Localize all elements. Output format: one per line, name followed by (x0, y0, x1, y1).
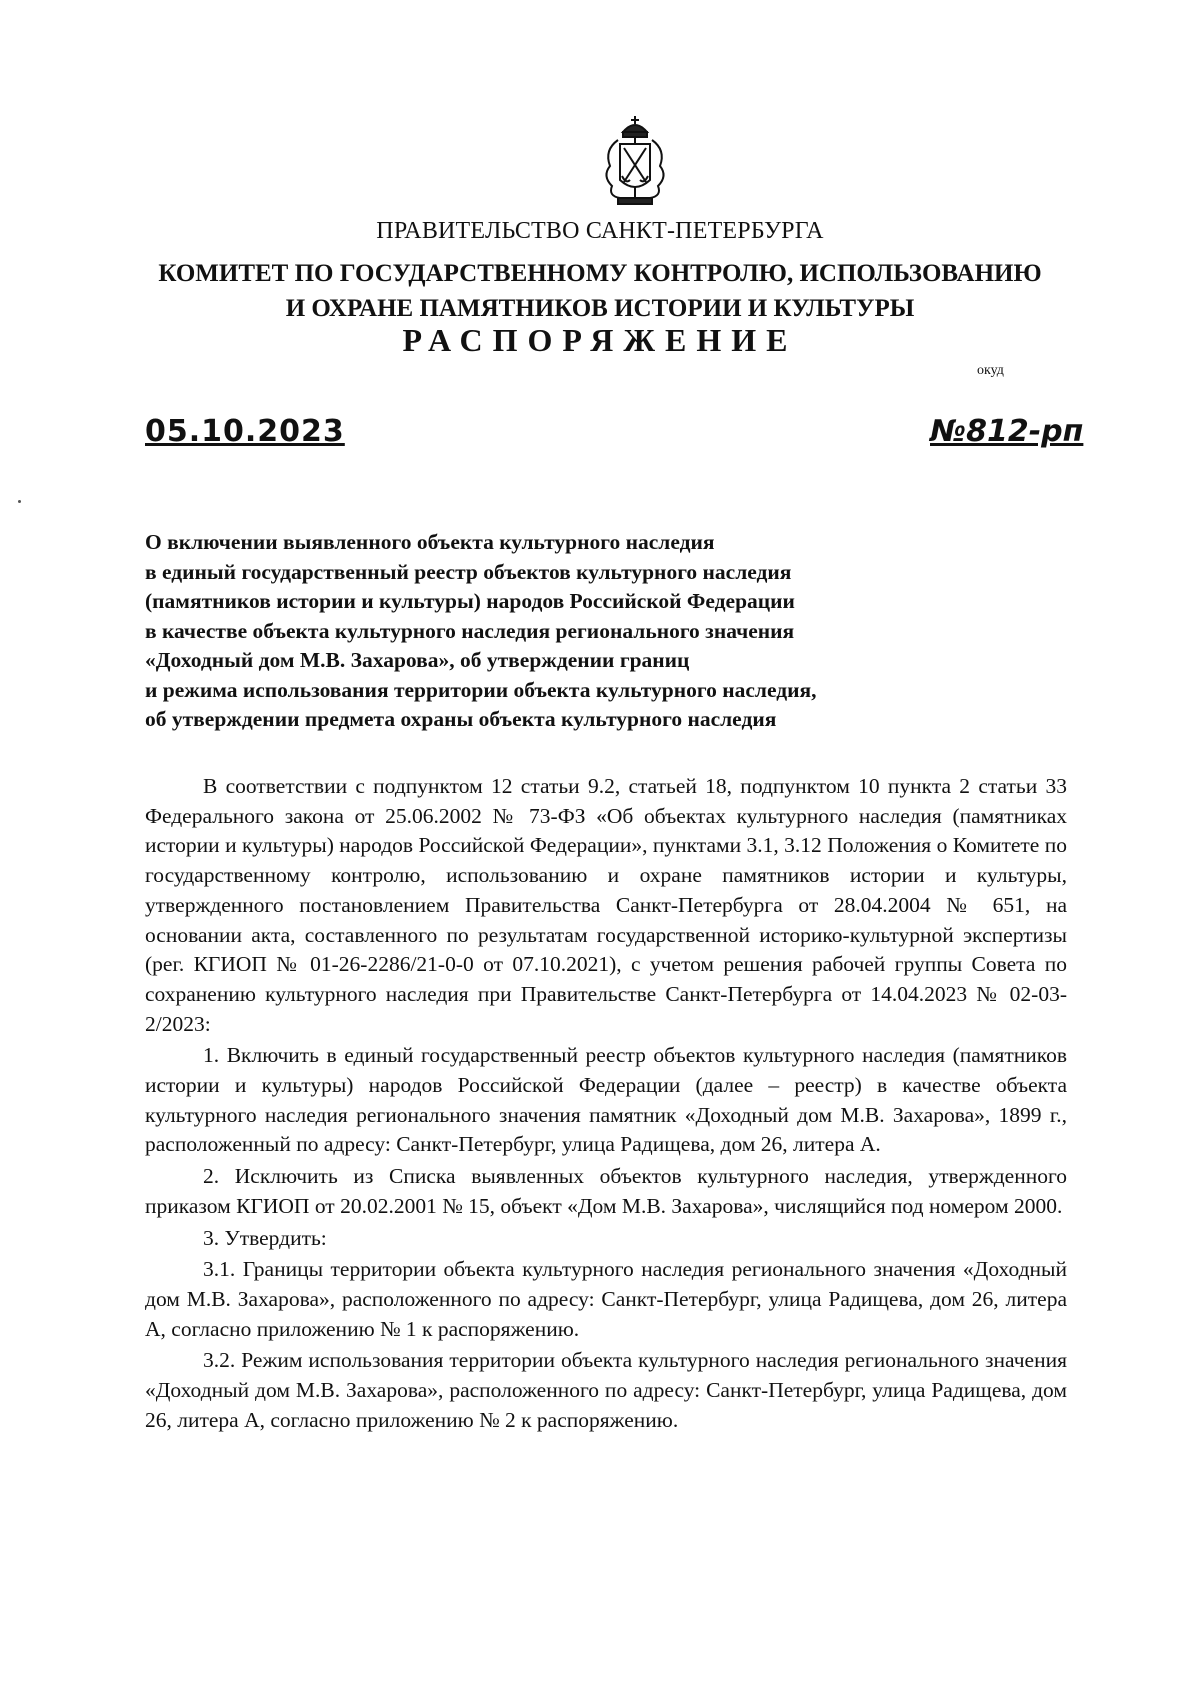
clause-2: 2. Исключить из Списка выявленных объектов культурного наследия, утвержденного приказом КГИОП от 20.02.2001 № 15, объект «Дом М.В. Захарова», числящийся под номером 2000. (145, 1164, 1067, 1218)
subject-line: О включении выявленного объекта культурного наследия (145, 530, 715, 554)
okud-label: окуд (977, 363, 1004, 378)
handwritten-date: 05.10.2023 (145, 414, 345, 449)
clause-3: 3. Утвердить: (203, 1225, 327, 1250)
subject-line: в единый государственный реестр объектов культурного наследия (145, 559, 792, 584)
committee-name (0, 256, 1200, 326)
subject-line: «Доходный дом М.В. Захарова», об утверждении границ (145, 648, 690, 672)
subject-line: об утверждении предмета охраны объекта культурного наследия (145, 707, 777, 731)
clause-3-1: 3.1. Границы территории объекта культурного наследия регионального значения «Доходный дом М.В. Захарова», расположенного по адресу: Санкт-Петербург, улица Радищева, дом 26, литера А, согласно приложению № 1 к распоряжению. (145, 1257, 1067, 1341)
subject-line: и режима использования территории объекта культурного наследия, (145, 677, 817, 702)
subject-line: (памятников истории и культуры) народов Российской Федерации (145, 589, 795, 613)
scan-speck (18, 500, 21, 503)
government-name: ПРАВИТЕЛЬСТВО САНКТ-ПЕТЕРБУРГА (376, 218, 824, 244)
clause-1: 1. Включить в единый государственный реестр объектов культурного наследия (памятников истории и культуры) народов Российской Федерации (далее – реестр) в качестве объекта культурного наследия регионального значения памятник «Доходный дом М.В. Захарова», 1899 г., расположенный по адресу: Санкт-Петербург, улица Радищева, дом 26, литера А. (145, 1043, 1067, 1157)
handwritten-document-number: №812-рп (930, 414, 1084, 449)
clause-3-2: 3.2. Режим использования территории объекта культурного наследия регионального значения «Доходный дом М.В. Захарова», расположенного по адресу: Санкт-Петербург, улица Радищева, дом 26, литера А, согласно приложению № 2 к распоряжению. (145, 1348, 1067, 1432)
subject-line: в качестве объекта культурного наследия регионального значения (145, 618, 795, 643)
document-type: РАСПОРЯЖЕНИЕ (402, 322, 798, 358)
document-subject (145, 528, 1045, 735)
st-petersburg-coat-of-arms-icon (590, 110, 680, 210)
committee-line-1: КОМИТЕТ ПО ГОСУДАРСТВЕННОМУ КОНТРОЛЮ, ИСПОЛЬЗОВАНИЮ (158, 260, 1042, 287)
document-body (145, 772, 1067, 1437)
committee-line-2: И ОХРАНЕ ПАМЯТНИКОВ ИСТОРИИ И КУЛЬТУРЫ (285, 295, 915, 322)
preamble-paragraph: В соответствии с подпунктом 12 статьи 9.2, статьей 18, подпунктом 10 пункта 2 статьи 33 Федерального закона от 25.06.2002 № 73-ФЗ «Об объектах культурного наследия (памятниках истории и культуры) народов Российской Федерации», пунктами 3.1, 3.12 Положения о Комитете по государственному контролю, использованию и охране памятников истории и культуры, утвержденного постановлением Правительства Санкт-Петербурга от 28.04.2004 № 651, на основании акта, составленного по результатам государственной историко-культурной экспертизы (рег. КГИОП № 01-26-2286/21-0-0 от 07.10.2021), с учетом решения рабочей группы Совета по сохранению культурного наследия при Правительстве Санкт-Петербурга от 14.04.2023 № 02-03-2/2023: (145, 774, 1067, 1036)
